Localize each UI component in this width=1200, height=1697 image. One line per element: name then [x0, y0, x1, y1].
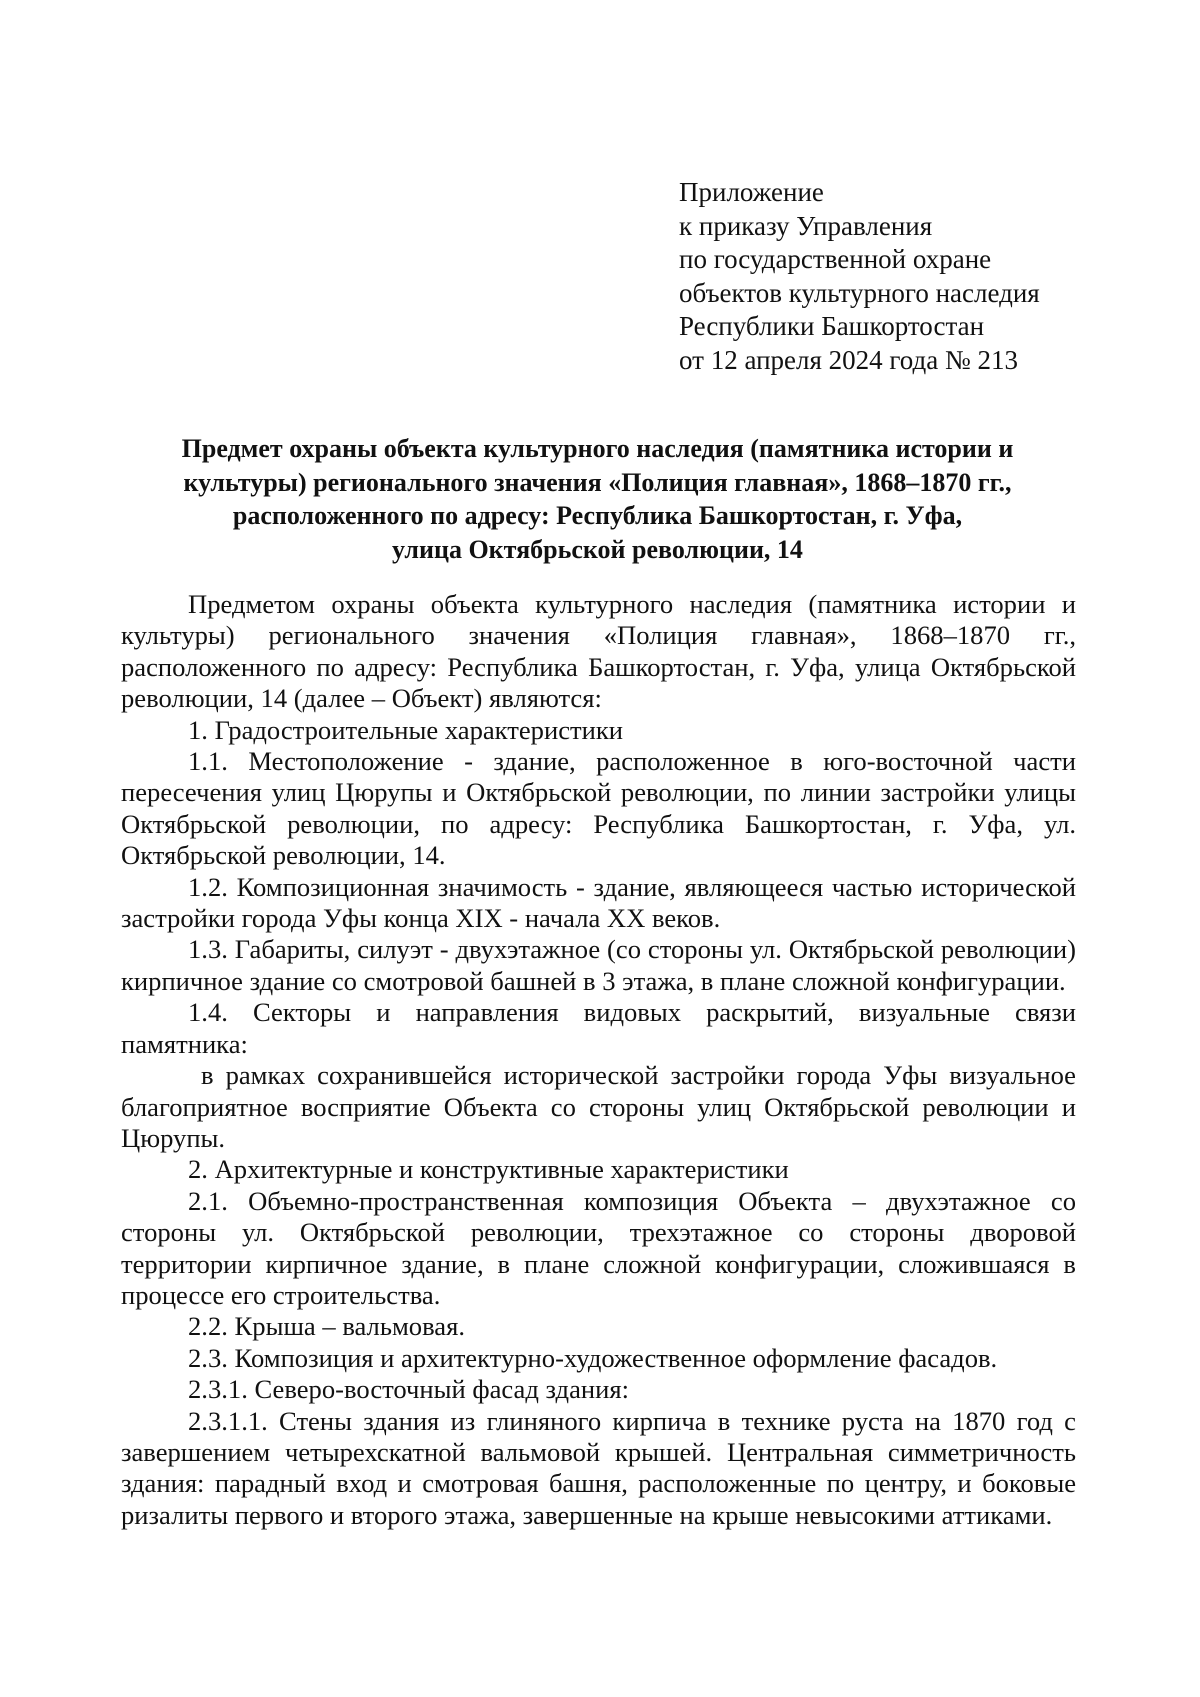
appendix-line: по государственной охране: [679, 244, 992, 274]
section-heading: 2. Архитектурные и конструктивные характеристики: [188, 1154, 789, 1185]
title-line: Предмет охраны объекта культурного наследия (памятника истории и: [181, 434, 1014, 463]
appendix-line: Республики Башкортостан: [679, 311, 985, 341]
title-line: культуры) регионального значения «Полиция главная», 1868–1870 гг.,: [183, 467, 1012, 497]
paragraph: 1.1. Местоположение - здание, расположенное в юго-восточной части пересечения улиц Цюрупы и Октябрьской революции, по линии застройки улицы Октябрьской революции, по адресу: Республика Башкортостан, г. Уфа, ул. Октябрьской революции, 14.: [121, 746, 1076, 871]
appendix-line: от 12 апреля 2024 года № 213: [679, 344, 1019, 375]
title-line: расположенного по адресу: Республика Башкортостан, г. Уфа,: [232, 501, 963, 530]
intro-paragraph: Предметом охраны объекта культурного наследия (памятника истории и культуры) регионального значения «Полиция главная», 1868–1870 гг., расположенного по адресу: Республика Башкортостан, г. Уфа, улица Октябрьской революции, 14 (далее – Объект) являются:: [121, 589, 1076, 714]
document-title: [120, 432, 1075, 566]
paragraph: 2.2. Крыша – вальмовая.: [188, 1311, 465, 1342]
paragraph: 2.3.1. Северо-восточный фасад здания:: [188, 1374, 629, 1405]
paragraph: 1.4. Секторы и направления видовых раскрытий, визуальные связи памятника:: [121, 997, 1076, 1059]
title-line: улица Октябрьской революции, 14: [392, 534, 803, 564]
paragraph: 2.3. Композиция и архитектурно-художественное оформление фасадов.: [188, 1342, 998, 1373]
appendix-line: к приказу Управления: [679, 210, 933, 241]
appendix-line: Приложение: [679, 177, 824, 207]
section-heading: 1. Градостроительные характеристики: [188, 714, 624, 745]
paragraph: в рамках сохранившейся исторической застройки города Уфы визуальное благоприятное восприятие Объекта со стороны улиц Октябрьской революции и Цюрупы.: [121, 1060, 1076, 1153]
paragraph: 2.1. Объемно-пространственная композиция Объекта – двухэтажное со стороны ул. Октябрьской революции, трехэтажное со стороны дворовой территории кирпичное здание, в плане сложной конфигурации, сложившаяся в процессе его строительства.: [121, 1185, 1076, 1310]
paragraph: 2.3.1.1. Стены здания из глиняного кирпича в технике руста на 1870 год с завершением четырехскатной вальмовой крышей. Центральная симметричность здания: парадный вход и смотровая башня, расположенные по центру, и боковые ризалиты первого и второго этажа, завершенные на крыше невысокими аттиками.: [121, 1405, 1076, 1530]
paragraph: 1.3. Габариты, силуэт - двухэтажное (со стороны ул. Октябрьской революции) кирпичное здание со смотровой башней в 3 этажа, в плане сложной конфигурации.: [121, 934, 1076, 996]
document-body: [121, 589, 1076, 1531]
appendix-block: [679, 176, 1040, 377]
appendix-line: объектов культурного наследия: [679, 277, 1040, 308]
paragraph: 1.2. Композиционная значимость - здание, являющееся частью исторической застройки города Уфы конца XIX - начала XX веков.: [121, 871, 1076, 934]
